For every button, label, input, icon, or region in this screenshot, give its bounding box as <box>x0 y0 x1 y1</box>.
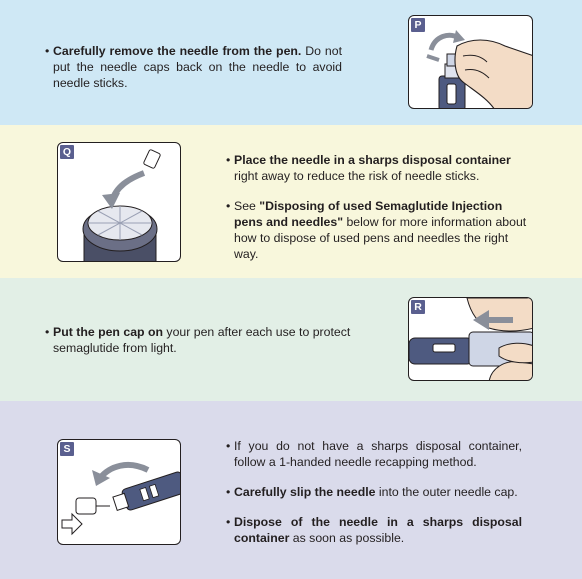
step-s-bullet-2 <box>226 484 522 500</box>
bullet: • <box>226 515 231 529</box>
step-q-bullet-1 <box>226 152 534 184</box>
sharps-container-icon <box>58 143 181 262</box>
step-s-text <box>226 438 522 546</box>
step-q-rest-1: right away to reduce the risk of needle sticks. <box>234 169 480 183</box>
step-q-rest-2: below for more information about how to dispose of used pens and needles the right way. <box>234 215 527 261</box>
bullet: • <box>226 153 231 167</box>
step-r-text <box>45 324 365 356</box>
step-q-bullet-2 <box>226 198 534 262</box>
one-handed-recap-illustration <box>57 439 181 545</box>
step-q-bold-2: "Disposing of used Semaglutide Injection pens and needles" <box>234 199 503 229</box>
bullet: • <box>226 485 231 499</box>
step-s-bold-3: Dispose of the needle in a sharps disposal container <box>234 515 522 545</box>
step-p-section <box>0 0 582 125</box>
step-r-bullet-1 <box>45 324 365 356</box>
step-r-section <box>0 278 582 401</box>
bullet: • <box>226 199 231 213</box>
hand-needle-icon <box>409 16 533 109</box>
step-s-pre-1: If you do not have a sharps disposal container, follow a 1-handed needle recapping method. <box>234 439 522 469</box>
step-p-rest: Do not put the needle caps back on the needle to avoid needle sticks. <box>53 44 342 90</box>
step-badge-r: R <box>411 300 425 314</box>
bullet: • <box>45 325 50 339</box>
step-s-bullet-3 <box>226 514 522 546</box>
step-s-rest-2: into the outer needle cap. <box>375 485 518 499</box>
step-badge-s: S <box>60 442 74 456</box>
step-p-text <box>45 43 342 91</box>
step-s-section <box>0 401 582 579</box>
step-q-section <box>0 125 582 278</box>
pen-cap-icon <box>409 298 533 381</box>
step-s-bullet-1 <box>226 438 522 470</box>
step-p-bold: Carefully remove the needle from the pen. <box>53 44 302 58</box>
bullet: • <box>226 439 231 453</box>
recap-icon <box>58 440 181 545</box>
step-badge-p: P <box>411 18 425 32</box>
step-r-bold: Put the pen cap on <box>53 325 163 339</box>
bullet: • <box>45 44 50 58</box>
step-q-pre-2: See <box>234 199 260 213</box>
step-badge-q: Q <box>60 145 74 159</box>
step-p-bullet-1 <box>45 43 342 91</box>
pen-cap-on-illustration <box>408 297 533 381</box>
step-s-rest-3: as soon as possible. <box>289 531 405 545</box>
step-r-rest: your pen after each use to protect semaglutide from light. <box>53 325 351 355</box>
step-s-bold-2: Carefully slip the needle <box>234 485 376 499</box>
needle-into-sharps-container-illustration <box>57 142 181 262</box>
hand-removing-needle-illustration <box>408 15 533 109</box>
step-q-text <box>226 152 534 262</box>
step-q-bold-1: Place the needle in a sharps disposal container <box>234 153 511 167</box>
